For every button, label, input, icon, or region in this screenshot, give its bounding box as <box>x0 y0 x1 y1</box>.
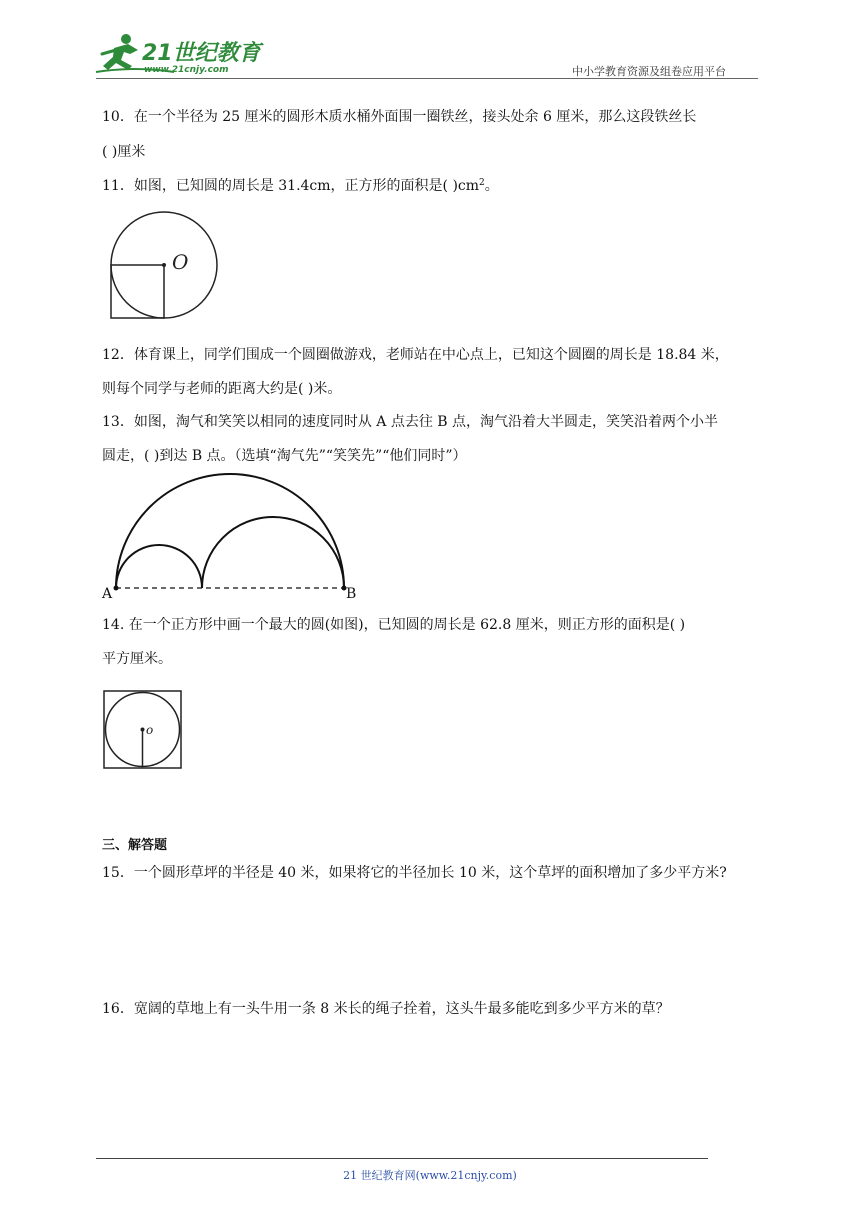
q13-label-b: B <box>346 586 357 602</box>
q13-small-semicircle-right <box>202 517 344 588</box>
q11-text <box>102 175 499 195</box>
logo-text: 21世纪教育 <box>142 41 261 66</box>
q11-body: 11．如图，已知圆的周长是 31.4cm，正方形的面积是( )cm <box>102 178 480 194</box>
q13-line2: 圆走，( )到达 B 点。（选填“淘气先”“笑笑先”“他们同时”） <box>102 448 467 464</box>
footer-divider <box>96 1158 708 1159</box>
q11-figure <box>106 205 224 323</box>
q13-point-a <box>114 586 119 591</box>
q12-line2: 则每个同学与老师的距离大约是( )米。 <box>102 381 342 397</box>
q14-line2: 平方厘米。 <box>102 651 172 667</box>
q14-figure <box>100 686 186 774</box>
q14-line1: 14. 在一个正方形中画一个最大的圆(如图)，已知圆的周长是 62.8 厘米，则正方形的面积是( ) <box>102 617 686 633</box>
q13-line1: 13．如图，淘气和笑笑以相同的速度同时从 A 点去往 B 点，淘气沿着大半圆走，笑笑沿着两个小半 <box>102 414 719 430</box>
q14-center-point <box>141 728 145 732</box>
section-heading-answers: 三、解答题 <box>102 838 168 853</box>
q11-tail: 。 <box>484 178 499 194</box>
platform-name: 中小学教育资源及组卷应用平台 <box>572 65 726 78</box>
q15-text: 15．一个圆形草坪的半径是 40 米，如果将它的半径加长 10 米，这个草坪的面积增加了多少平方米? <box>102 865 727 881</box>
q13-small-semicircle-left <box>116 545 202 588</box>
q12-line1: 12．体育课上，同学们围成一个圆圈做游戏，老师站在中心点上，已知这个圆圈的周长是 18.84 米， <box>102 347 729 363</box>
q14-center-label: o <box>146 723 154 737</box>
logo-url: www.21cnjy.com <box>144 65 229 75</box>
q11-center-point <box>162 263 166 267</box>
q13-figure <box>100 472 370 602</box>
q10-line1: 10．在一个半径为 25 厘米的圆形木质水桶外面围一圈铁丝，接头处余 6 厘米，那么这段铁丝长 <box>102 109 697 125</box>
q11-center-label: O <box>172 250 189 274</box>
site-logo <box>94 32 264 76</box>
q13-label-a: A <box>102 586 113 602</box>
q11-superscript: 2 <box>479 178 485 188</box>
header-divider <box>96 78 758 79</box>
q16-text: 16．宽阔的草地上有一头牛用一条 8 米长的绳子拴着，这头牛最多能吃到多少平方米的草？ <box>102 1001 670 1017</box>
q10-line2: ( )厘米 <box>102 144 146 160</box>
runner-logo-icon <box>94 32 264 76</box>
footer-link[interactable]: 21 世纪教育网(www.21cnjy.com) <box>343 1169 517 1182</box>
